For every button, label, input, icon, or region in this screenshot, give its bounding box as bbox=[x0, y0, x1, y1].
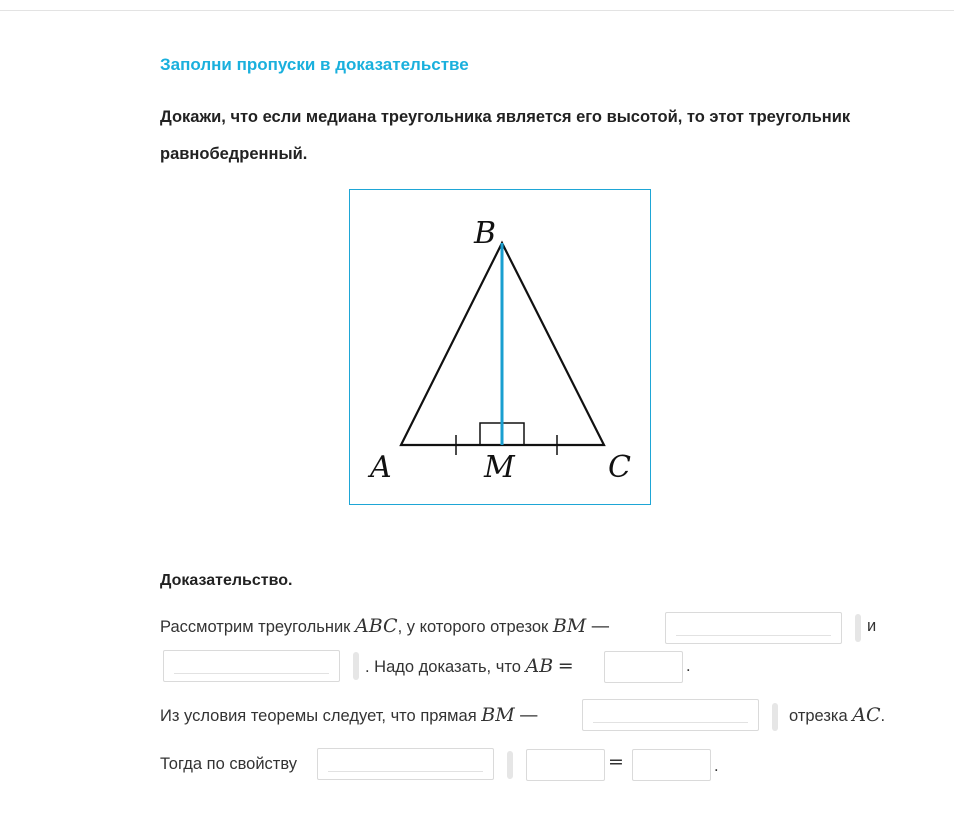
math-abc: ABC bbox=[354, 615, 398, 637]
triangle-figure bbox=[349, 189, 651, 505]
answer-blank-7[interactable] bbox=[632, 749, 711, 781]
proof-line-1 bbox=[160, 615, 610, 637]
answer-blank-5[interactable] bbox=[317, 748, 494, 780]
answer-blank-4[interactable] bbox=[582, 699, 759, 731]
period: . bbox=[880, 707, 886, 725]
answer-blank-2[interactable] bbox=[163, 650, 340, 682]
dash: — bbox=[519, 704, 539, 726]
proof-heading: Доказательство. bbox=[160, 572, 293, 589]
drag-handle[interactable] bbox=[353, 652, 359, 680]
label-a: A bbox=[370, 450, 392, 485]
triangle-diagram bbox=[350, 190, 652, 506]
proof-line-3-end bbox=[789, 704, 885, 726]
math-bm: BM bbox=[552, 615, 587, 637]
equals-sign: = bbox=[608, 751, 624, 773]
proof-text: . Надо доказать, что bbox=[365, 658, 521, 676]
math-bm: BM bbox=[481, 704, 515, 726]
label-b: B bbox=[474, 216, 497, 251]
task-statement: Докажи, что если медиана треугольника является его высотой, то этот треугольник равнобедренный. bbox=[160, 108, 851, 163]
proof-text: , у которого отрезок bbox=[397, 618, 549, 636]
proof-text: отрезка bbox=[789, 707, 848, 725]
drag-handle[interactable] bbox=[772, 703, 778, 731]
top-divider bbox=[0, 10, 954, 11]
exercise-title: Заполни пропуски в доказательстве bbox=[160, 55, 469, 74]
period: . bbox=[686, 657, 691, 675]
drag-handle[interactable] bbox=[507, 751, 513, 779]
proof-text: Из условия теоремы следует, что прямая bbox=[160, 707, 477, 725]
math-ac: AC bbox=[852, 704, 881, 726]
math-ab: AB bbox=[525, 655, 554, 677]
drag-handle[interactable] bbox=[855, 614, 861, 642]
period: . bbox=[714, 757, 719, 775]
word-and: и bbox=[867, 617, 877, 635]
answer-blank-1[interactable] bbox=[665, 612, 842, 644]
label-m: M bbox=[484, 450, 515, 485]
label-c: C bbox=[608, 450, 631, 485]
proof-line-4: Тогда по свойству bbox=[160, 755, 298, 773]
answer-blank-6[interactable] bbox=[526, 749, 605, 781]
equals-sign: = bbox=[557, 655, 574, 677]
answer-blank-3[interactable] bbox=[604, 651, 683, 683]
dash: — bbox=[590, 615, 610, 637]
proof-line-2 bbox=[365, 655, 574, 677]
proof-text: Рассмотрим треугольник bbox=[160, 618, 351, 636]
proof-line-3 bbox=[160, 704, 538, 726]
